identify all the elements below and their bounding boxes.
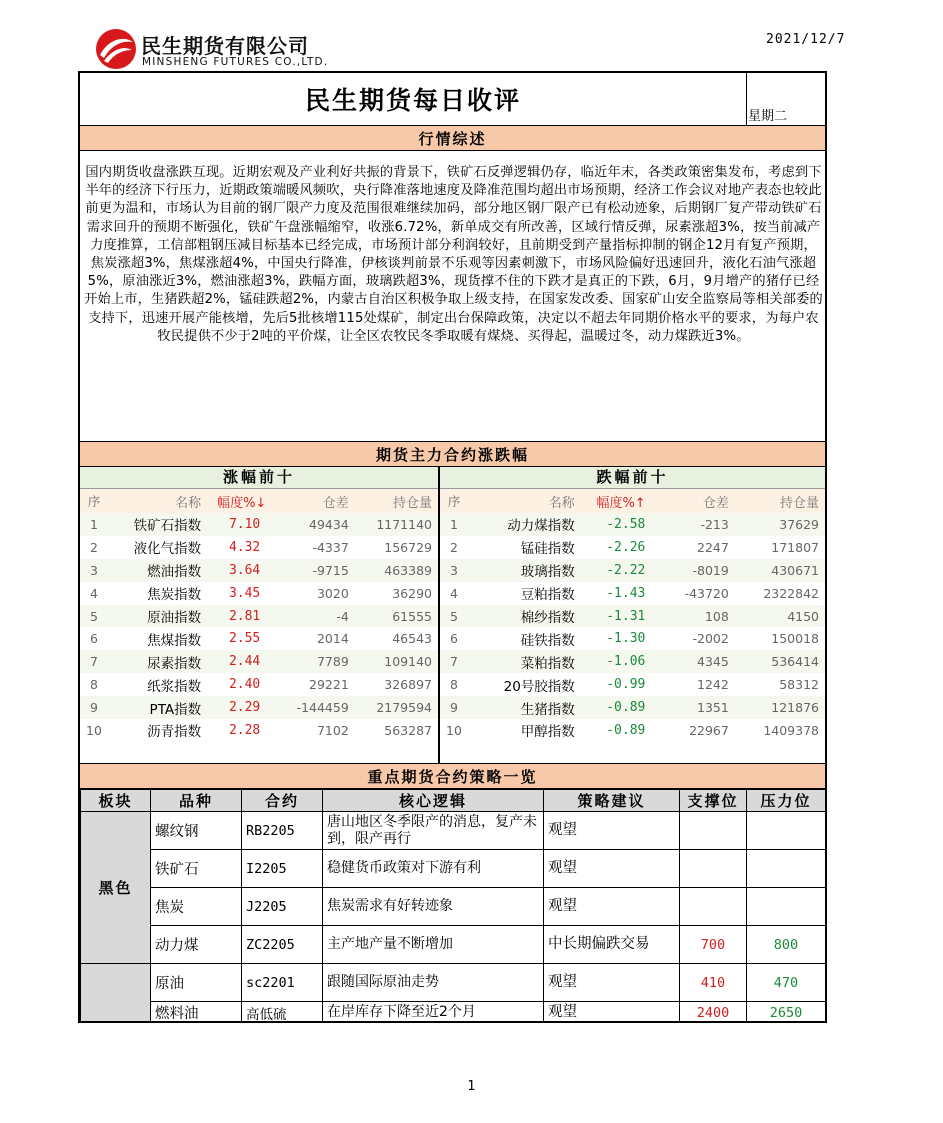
logic-cell: 跟随国际原油走势 (323, 964, 544, 1002)
change-percent: 3.45 (228, 585, 261, 601)
table-row[interactable] (81, 850, 826, 888)
table-row[interactable] (440, 513, 825, 536)
table-row[interactable] (80, 696, 438, 719)
gainers-table (80, 489, 438, 742)
col-support: 支撑位 (680, 790, 747, 812)
col-logic: 核心逻辑 (323, 790, 544, 812)
page-number: 1 (467, 1079, 476, 1094)
open-interest-change: 29221 (309, 677, 349, 693)
resistance-cell (747, 888, 826, 926)
table-row[interactable] (81, 812, 826, 850)
change-percent: 4.32 (228, 539, 261, 555)
open-interest: 1171140 (355, 513, 438, 536)
contract-name: 纸浆指数 (147, 678, 202, 695)
rank-number: 9 (80, 696, 108, 719)
open-interest-change: -2002 (692, 631, 729, 647)
rank-number: 8 (90, 677, 98, 693)
logic-cell: 焦炭需求有好转迹象 (323, 888, 544, 926)
losers-header-row (440, 489, 825, 513)
table-row[interactable] (80, 719, 438, 742)
open-interest: 2322842 (763, 585, 819, 601)
open-interest-change: -4 (276, 605, 355, 628)
open-interest: 46543 (392, 631, 432, 647)
contract-name: 液化气指数 (133, 541, 202, 558)
support-cell: 2400 (680, 1002, 747, 1024)
change-percent: 2.29 (207, 696, 276, 719)
contract-cell: sc2201 (242, 964, 323, 1002)
open-interest-change: 1351 (661, 696, 734, 719)
table-row[interactable] (81, 1002, 826, 1024)
change-percent: 2.55 (228, 631, 261, 647)
open-interest-change: 108 (661, 605, 734, 628)
logic-cell: 主产地产量不断增加 (323, 926, 544, 964)
change-percent: -1.30 (606, 631, 646, 647)
resistance-cell: 800 (747, 926, 826, 964)
advice-cell: 观望 (544, 812, 680, 850)
table-row[interactable] (80, 513, 438, 536)
open-interest-change: -4337 (312, 539, 349, 555)
change-percent: 3.64 (207, 559, 276, 582)
resistance-cell (747, 812, 826, 850)
contract-name: 原油指数 (108, 605, 207, 628)
strategy-header-row (81, 790, 826, 812)
table-row[interactable] (440, 673, 825, 696)
contract-name: 甲醇指数 (520, 724, 575, 741)
report-title: 民生期货每日收评 (80, 73, 747, 125)
contract-cell: 高低硫 (242, 1002, 323, 1024)
open-interest: 463389 (355, 559, 438, 582)
contract-cell: ZC2205 (242, 926, 323, 964)
change-percent: -2.58 (581, 513, 662, 536)
title-row (80, 73, 825, 127)
open-interest: 536414 (735, 650, 825, 673)
contract-name: 沥青指数 (147, 724, 202, 741)
open-interest-change: 7789 (276, 650, 355, 673)
table-row[interactable] (80, 605, 438, 628)
rank-number: 1 (440, 513, 468, 536)
contract-name: 锰硅指数 (520, 541, 575, 558)
rank-number: 3 (440, 559, 468, 582)
rank-number: 6 (450, 631, 458, 647)
open-interest-change: 49434 (276, 513, 355, 536)
open-interest-change: 2014 (316, 631, 349, 647)
table-row[interactable] (81, 888, 826, 926)
contract-name: 玻璃指数 (468, 559, 581, 582)
contract-cell: J2205 (242, 888, 323, 926)
report-frame (78, 71, 827, 1023)
open-interest-change: 1242 (697, 677, 729, 693)
sector-cell-energy (81, 964, 151, 1024)
table-row[interactable] (440, 559, 825, 582)
rank-number: 4 (450, 585, 458, 601)
rank-number: 3 (80, 559, 108, 582)
resistance-cell (747, 850, 826, 888)
change-percent: -0.89 (581, 696, 662, 719)
advice-cell: 中长期偏跌交易 (544, 926, 680, 964)
strategy-heading: 重点期货合约策略一览 (80, 763, 825, 789)
open-interest: 37629 (735, 513, 825, 536)
open-interest: 61555 (355, 605, 438, 628)
col-oi[interactable]: 仓差 (276, 489, 355, 513)
gainers-panel (80, 467, 440, 765)
advice-cell: 观望 (544, 850, 680, 888)
support-cell: 700 (680, 926, 747, 964)
open-interest-change: -43720 (684, 585, 729, 601)
rank-number: 2 (450, 539, 458, 555)
gainers-header-row (80, 489, 438, 513)
open-interest-change: 4345 (661, 650, 734, 673)
open-interest: 36290 (392, 585, 432, 601)
rank-number: 6 (90, 631, 98, 647)
change-percent: -0.89 (606, 722, 646, 738)
col-resistance: 压力位 (747, 790, 826, 812)
change-percent: -2.26 (606, 539, 646, 555)
table-row[interactable] (440, 627, 825, 650)
variety-cell: 动力煤 (151, 926, 242, 964)
gainers-title: 涨幅前十 (80, 467, 438, 489)
change-percent: 2.81 (207, 605, 276, 628)
col-pct-sort[interactable]: 幅度%↑ (581, 489, 662, 513)
company-logo (95, 28, 385, 72)
rank-number: 10 (446, 722, 462, 738)
col-advice: 策略建议 (544, 790, 680, 812)
change-percent: 2.44 (207, 650, 276, 673)
variety-cell: 燃料油 (151, 1002, 242, 1024)
open-interest: 121876 (735, 696, 825, 719)
losers-title: 跌幅前十 (440, 467, 825, 489)
rank-number: 5 (440, 605, 468, 628)
change-percent: 7.10 (207, 513, 276, 536)
col-name[interactable]: 名称 (108, 489, 207, 513)
open-interest: 563287 (384, 722, 432, 738)
advice-cell: 观望 (544, 888, 680, 926)
open-interest: 171807 (771, 539, 819, 555)
contract-name: PTA指数 (108, 696, 207, 719)
change-percent: 2.28 (228, 722, 261, 738)
open-interest-change: 7102 (316, 722, 349, 738)
contract-cell: I2205 (242, 850, 323, 888)
contract-name: 菜粕指数 (468, 650, 581, 673)
contract-name: 尿素指数 (108, 650, 207, 673)
change-percent: -0.99 (606, 677, 646, 693)
losers-panel (440, 467, 825, 765)
support-cell (680, 888, 747, 926)
open-interest: 150018 (771, 631, 819, 647)
open-interest: 1409378 (763, 722, 819, 738)
table-row[interactable] (80, 627, 438, 650)
open-interest: 109140 (355, 650, 438, 673)
table-row[interactable] (80, 536, 438, 559)
logic-cell: 在岸库存下降至近2个月 (323, 1002, 544, 1024)
col-sector: 板块 (81, 790, 151, 812)
variety-cell: 螺纹钢 (151, 812, 242, 850)
change-percent: -1.43 (606, 585, 646, 601)
open-interest: 326897 (384, 677, 432, 693)
contract-name: 20号胶指数 (503, 678, 575, 695)
rank-number: 9 (440, 696, 468, 719)
col-variety: 品种 (151, 790, 242, 812)
support-cell (680, 850, 747, 888)
market-summary-text: 国内期货收盘涨跌互现。近期宏观及产业利好共振的背景下，铁矿石反弹逻辑仍存，临近年末，各类政策密集发布，考虑到下半年的经济下行压力，近期政策端暖风频吹，央行降准落地速度及降准范围均超出市场预期，经济工作会议对地产表态也较此前更为温和，市场认为目前的钢厂限产力度及范围很难继续加码，部分地区钢厂限产已有松动迹象，后期钢厂复产带动铁矿石需求回升的预期不断强化，铁矿午盘涨幅缩窄，收涨6.72%，新单成交有所改善，区域行情反弹，尿素涨超3%，按当前减产力度推算，工信部粗钢压减目标基本已经完成，市场预计部分利润较好，且前期受到产量指标抑制的钢企12月有复产预期，焦炭涨超3%，焦煤涨超4%，中国央行降准，伊核谈判前景不乐观等因素刺激下，市场风险偏好迅速回升，液化石油气涨超5%，原油涨近3%，燃油涨超3%，跌幅方面，玻璃跌超3%，现货撑不住的下跌才是真正的下跌，6月，9月增产的猪仔已经开始上市，生猪跌超2%，锰硅跌超2%，内蒙古自治区积极争取上级支持，在国家发改委、国家矿山安全监察局等相关部委的支持下，迅速开展产能核增，先后5批核增115处煤矿，制定出台保障政策，决定以不超去年同期价格水平的要求，为每户农牧民提供不少于2吨的平价煤，让全区农牧民冬季取暖有煤烧、买得起，温暖过冬，动力煤跌近3%。 (84, 165, 823, 344)
contract-name: 硅铁指数 (520, 632, 575, 649)
summary-heading: 行情综述 (80, 125, 825, 151)
contract-name: 豆粕指数 (520, 587, 575, 604)
open-interest: 4150 (735, 605, 825, 628)
open-interest-change: 22967 (689, 722, 729, 738)
support-cell (680, 812, 747, 850)
table-row[interactable] (81, 926, 826, 964)
contract-name: 焦炭指数 (147, 587, 202, 604)
table-row[interactable] (80, 650, 438, 673)
advice-cell: 观望 (544, 1002, 680, 1024)
strategy-table (80, 789, 826, 1023)
company-name-cn: 民生期货有限公司 (141, 34, 309, 58)
rank-number: 1 (80, 513, 108, 536)
minsheng-logo-icon (95, 28, 137, 70)
table-row[interactable] (440, 719, 825, 742)
sector-cell: 黑色 (81, 812, 151, 964)
open-interest-change: -8019 (661, 559, 734, 582)
contract-name: 焦煤指数 (147, 632, 202, 649)
report-weekday: 星期二 (748, 109, 788, 124)
logic-cell: 唐山地区冬季限产的消息，复产未到，限产再行 (323, 812, 544, 850)
col-no[interactable]: 序 (80, 489, 108, 513)
change-percent: -1.06 (581, 650, 662, 673)
open-interest: 58312 (779, 677, 819, 693)
variety-cell: 原油 (151, 964, 242, 1002)
ranking-heading: 期货主力合约涨跌幅 (80, 441, 825, 467)
rank-number: 8 (450, 677, 458, 693)
contract-name: 棉纱指数 (468, 605, 581, 628)
resistance-cell: 470 (747, 964, 826, 1002)
support-cell: 410 (680, 964, 747, 1002)
rank-number: 4 (90, 585, 98, 601)
logic-cell: 稳健货币政策对下游有利 (323, 850, 544, 888)
change-percent: -1.31 (581, 605, 662, 628)
open-interest: 430671 (735, 559, 825, 582)
table-row[interactable] (80, 582, 438, 605)
col-hold[interactable]: 持仓量 (735, 489, 825, 513)
change-percent: -2.22 (581, 559, 662, 582)
rank-number: 7 (80, 650, 108, 673)
table-row[interactable] (440, 696, 825, 719)
open-interest-change: 3020 (316, 585, 349, 601)
rank-number: 5 (80, 605, 108, 628)
table-row[interactable] (440, 582, 825, 605)
rank-number: 10 (86, 722, 102, 738)
open-interest-change: -9715 (276, 559, 355, 582)
table-row[interactable] (440, 650, 825, 673)
contract-name: 铁矿石指数 (108, 513, 207, 536)
contract-name: 生猪指数 (468, 696, 581, 719)
table-row[interactable] (81, 964, 826, 1002)
report-date: 2021/12/7 (766, 32, 846, 47)
table-row[interactable] (440, 605, 825, 628)
col-hold[interactable]: 持仓量 (355, 489, 438, 513)
open-interest-change: -144459 (276, 696, 355, 719)
open-interest-change: -213 (661, 513, 734, 536)
open-interest-change: 2247 (697, 539, 729, 555)
col-no[interactable]: 序 (440, 489, 468, 513)
rank-number: 2 (90, 539, 98, 555)
company-name-en: MINSHENG FUTURES CO.,LTD. (142, 56, 329, 68)
col-contract: 合约 (242, 790, 323, 812)
rank-number: 7 (440, 650, 468, 673)
table-row[interactable] (80, 559, 438, 582)
table-row[interactable] (440, 536, 825, 559)
col-name[interactable]: 名称 (468, 489, 581, 513)
losers-table (440, 489, 825, 742)
table-row[interactable] (80, 673, 438, 696)
change-percent: 2.40 (228, 677, 261, 693)
contract-name: 动力煤指数 (468, 513, 581, 536)
open-interest: 2179594 (355, 696, 438, 719)
contract-cell: RB2205 (242, 812, 323, 850)
variety-cell: 焦炭 (151, 888, 242, 926)
resistance-cell: 2650 (747, 1002, 826, 1024)
contract-name: 燃油指数 (108, 559, 207, 582)
advice-cell: 观望 (544, 964, 680, 1002)
open-interest: 156729 (384, 539, 432, 555)
col-oi[interactable]: 仓差 (661, 489, 734, 513)
col-pct-sort[interactable]: 幅度%↓ (207, 489, 276, 513)
variety-cell: 铁矿石 (151, 850, 242, 888)
